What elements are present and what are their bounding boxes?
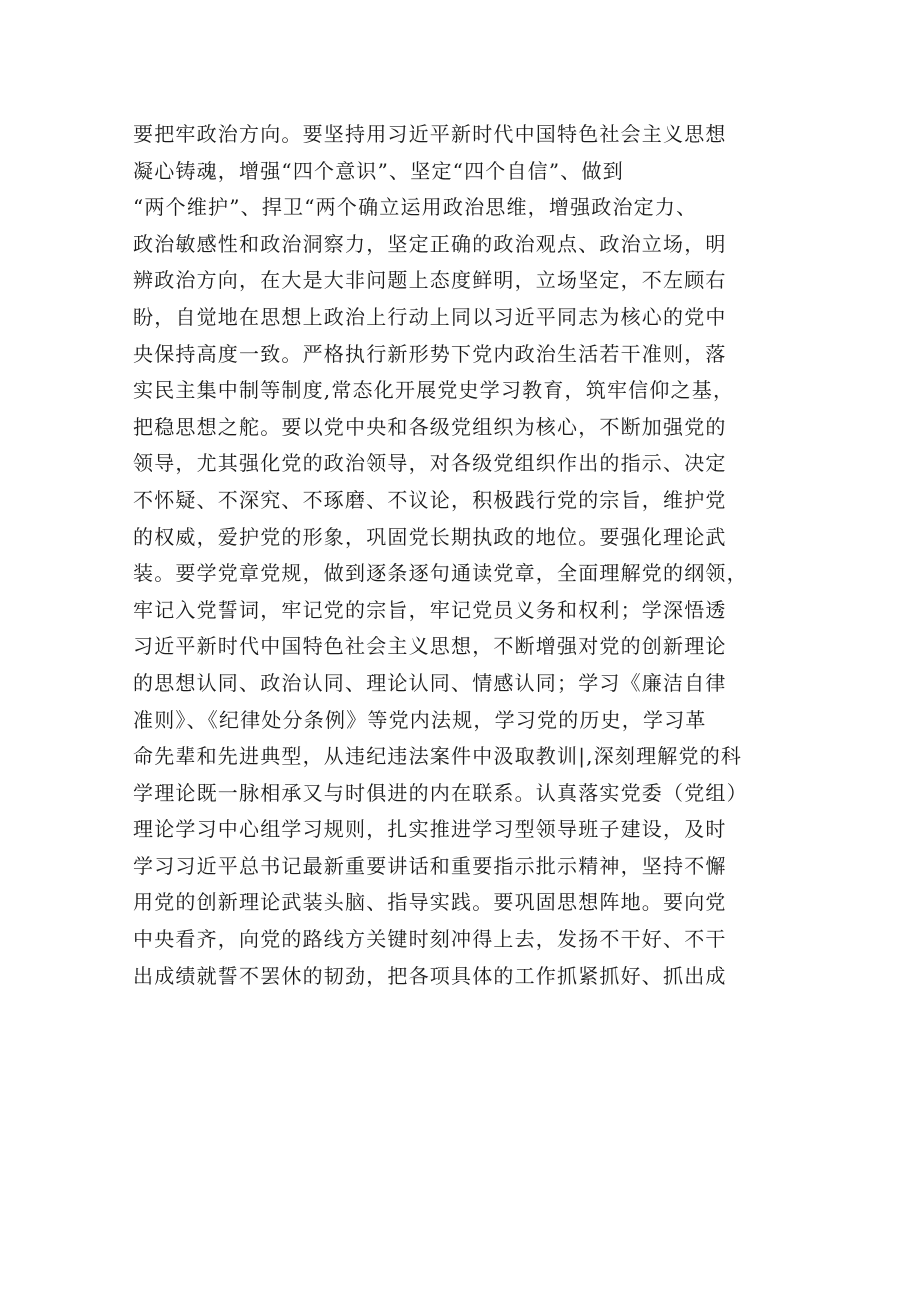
text-line: 装。要学党章党规，做到逐条逐句通读党章，全面理解党的纲领， — [133, 561, 748, 586]
text-line: 准则》、《纪律处分条例》等党内法规，学习党的历史，学习革 — [133, 707, 707, 732]
text-line: 牢记入党誓词，牢记党的宗旨，牢记党员义务和权利；学深悟透 — [133, 597, 727, 622]
text-line: 盼，自觉地在思想上政治上行动上同以习近平同志为核心的党中 — [133, 304, 727, 329]
text-line: 领导，尤其强化党的政治领导，对各级党组织作出的指示、决定 — [133, 451, 727, 476]
text-line: 实民主集中制等制度,常态化开展党史学习教育，筑牢信仰之基， — [133, 378, 735, 403]
text-line: 央保持高度一致。严格执行新形势下党内政治生活若干准则，落 — [133, 341, 727, 366]
text-line: 用党的创新理论武装头脑、指导实践。要巩固思想阵地。要向党 — [133, 890, 727, 915]
text-line: 凝心铸魂，增强“四个意识”、坚定“四个自信”、做到 — [133, 158, 624, 183]
text-line: “两个维护”、捍卫“两个确立运用政治思维，增强政治定力、 — [133, 195, 698, 220]
text-line: 辨政治方向，在大是大非问题上态度鲜明，立场坚定，不左顾右 — [133, 268, 727, 293]
text-line: 理论学习中心组学习规则，扎实推进学习型领导班子建设，及时 — [133, 817, 727, 842]
text-line: 学习习近平总书记最新重要讲话和重要指示批示精神，坚持不懈 — [133, 853, 727, 878]
text-line: 的权威，爱护党的形象，巩固党长期执政的地位。要强化理论武 — [133, 524, 727, 549]
text-line: 习近平新时代中国特色社会主义思想，不断增强对党的创新理论 — [133, 634, 727, 659]
text-line: 不怀疑、不深究、不琢磨、不议论，积极践行党的宗旨，维护党 — [133, 487, 727, 512]
text-line: 出成绩就誓不罢休的韧劲，把各项具体的工作抓紧抓好、抓出成 — [133, 963, 727, 988]
text-line: 要把牢政治方向。要坚持用习近平新时代中国特色社会主义思想 — [133, 122, 727, 146]
text-line: 的思想认同、政治认同、理论认同、情感认同；学习《廉洁自律 — [133, 670, 727, 695]
text-line: 把稳思想之舵。要以党中央和各级党组织为核心，不断加强党的 — [133, 414, 727, 439]
text-line: 中央看齐，向党的路线方关键时刻冲得上去，发扬不干好、不干 — [133, 927, 727, 952]
body-paragraph — [133, 116, 793, 994]
text-line: 学理论既一脉相承又与时俱进的内在联系。认真落实党委（党组） — [133, 780, 748, 805]
text-line: 政治敏感性和政治洞察力，坚定正确的政治观点、政治立场，明 — [133, 231, 727, 256]
text-line: 命先辈和先进典型，从违纪违法案件中汲取教训|,深刻理解党的科 — [133, 744, 743, 769]
